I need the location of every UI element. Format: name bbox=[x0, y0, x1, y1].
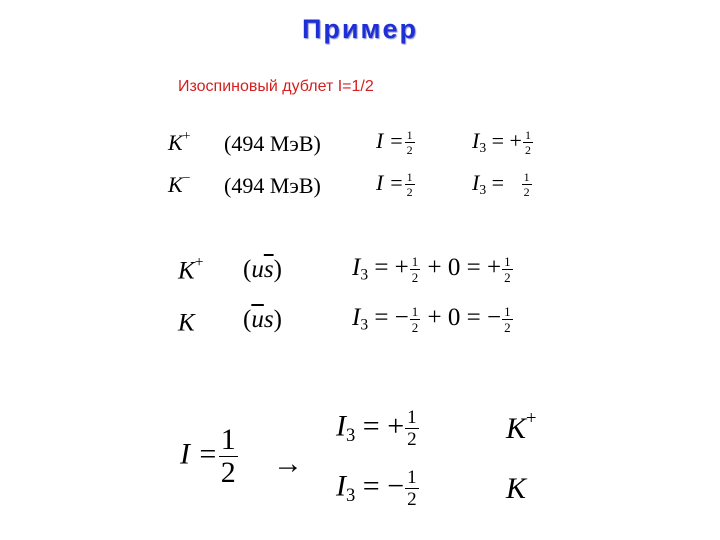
block2-row1-quarks: $(u\overline{s})$ bbox=[243, 256, 282, 283]
block2-row2-equation: $I_3$ = − $\frac{1}{2}$ + 0 = − $\frac{1}{2}$ bbox=[352, 303, 511, 335]
page-title: Пример bbox=[302, 14, 418, 44]
block2-row2-particle: K bbox=[178, 309, 195, 337]
block1-row2-particle: K− bbox=[168, 170, 191, 198]
block1-row2-isospin-projection: $I_3$ = $\frac{1}{2}$ bbox=[472, 170, 530, 200]
arrow-icon: → bbox=[273, 447, 303, 480]
block2-row2-quarks: $(\overline{u}s)$ bbox=[243, 306, 282, 333]
block1-row1-isospin: I = $\frac{1}{2}$ bbox=[376, 128, 413, 158]
block3-row2-particle: K bbox=[506, 471, 527, 505]
block1-row2-isospin: I = $\frac{1}{2}$ bbox=[376, 170, 413, 200]
block1-row1-mass: (494 МэВ) bbox=[224, 131, 321, 156]
subtitle: Изоспиновый дублет I=1/2 bbox=[178, 78, 374, 95]
block1-row2-mass: (494 МэВ) bbox=[224, 173, 321, 198]
block1-row1-isospin-projection: $I_3$ = + $\frac{1}{2}$ bbox=[472, 128, 531, 158]
block3-row1-equation: $I_3$ = + $\frac{1}{2}$ bbox=[336, 407, 417, 450]
block1-row1-particle: K+ bbox=[168, 128, 191, 156]
block2-row1-particle: K+ bbox=[178, 254, 204, 285]
block2-row1-equation: $I_3$ = + $\frac{1}{2}$ + 0 = + $\frac{1}{2}$ bbox=[352, 253, 511, 285]
block3-isospin: I = $\frac{1}{2}$ bbox=[180, 423, 236, 489]
block3-row2-equation: $I_3$ = − $\frac{1}{2}$ bbox=[336, 467, 417, 510]
block3-row1-particle: K+ bbox=[506, 408, 537, 445]
